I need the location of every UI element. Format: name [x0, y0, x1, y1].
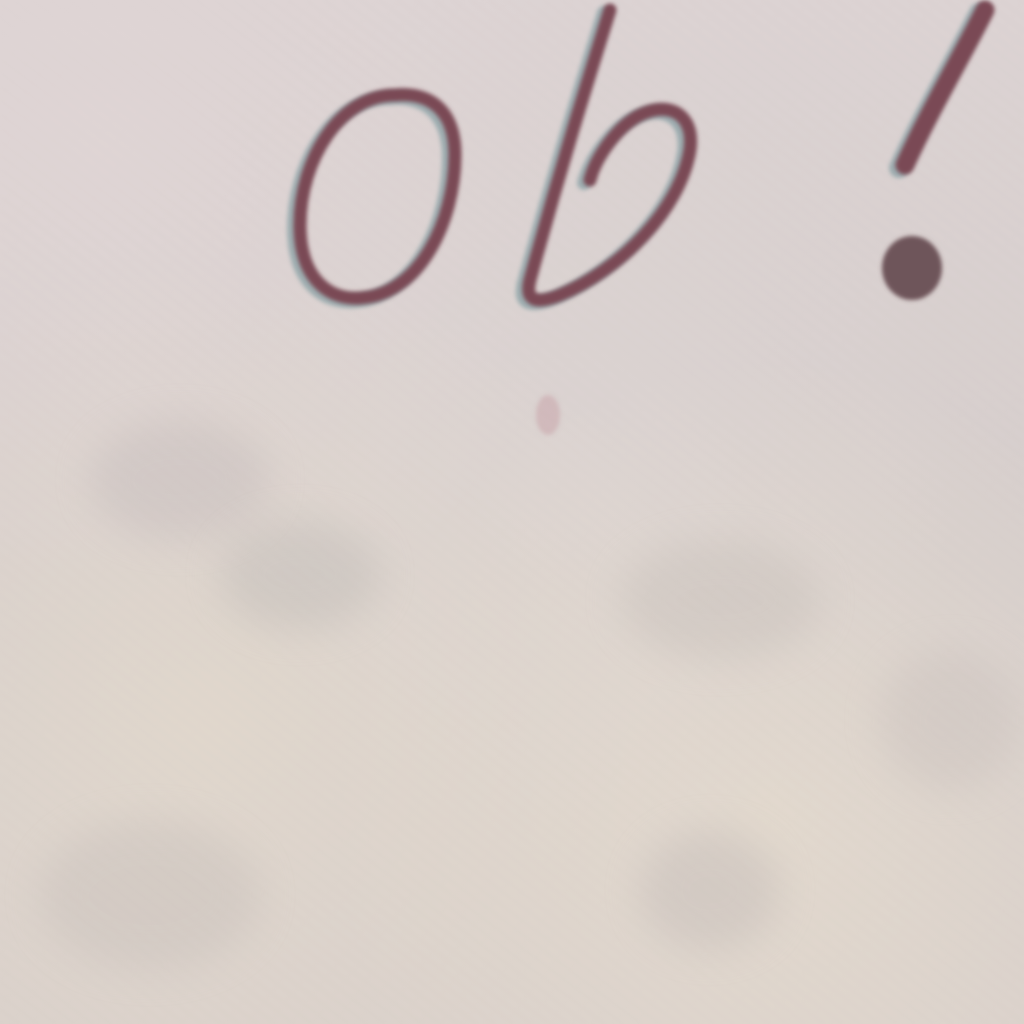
exclamation-stroke — [905, 10, 985, 165]
exclamation-dot — [882, 236, 942, 300]
